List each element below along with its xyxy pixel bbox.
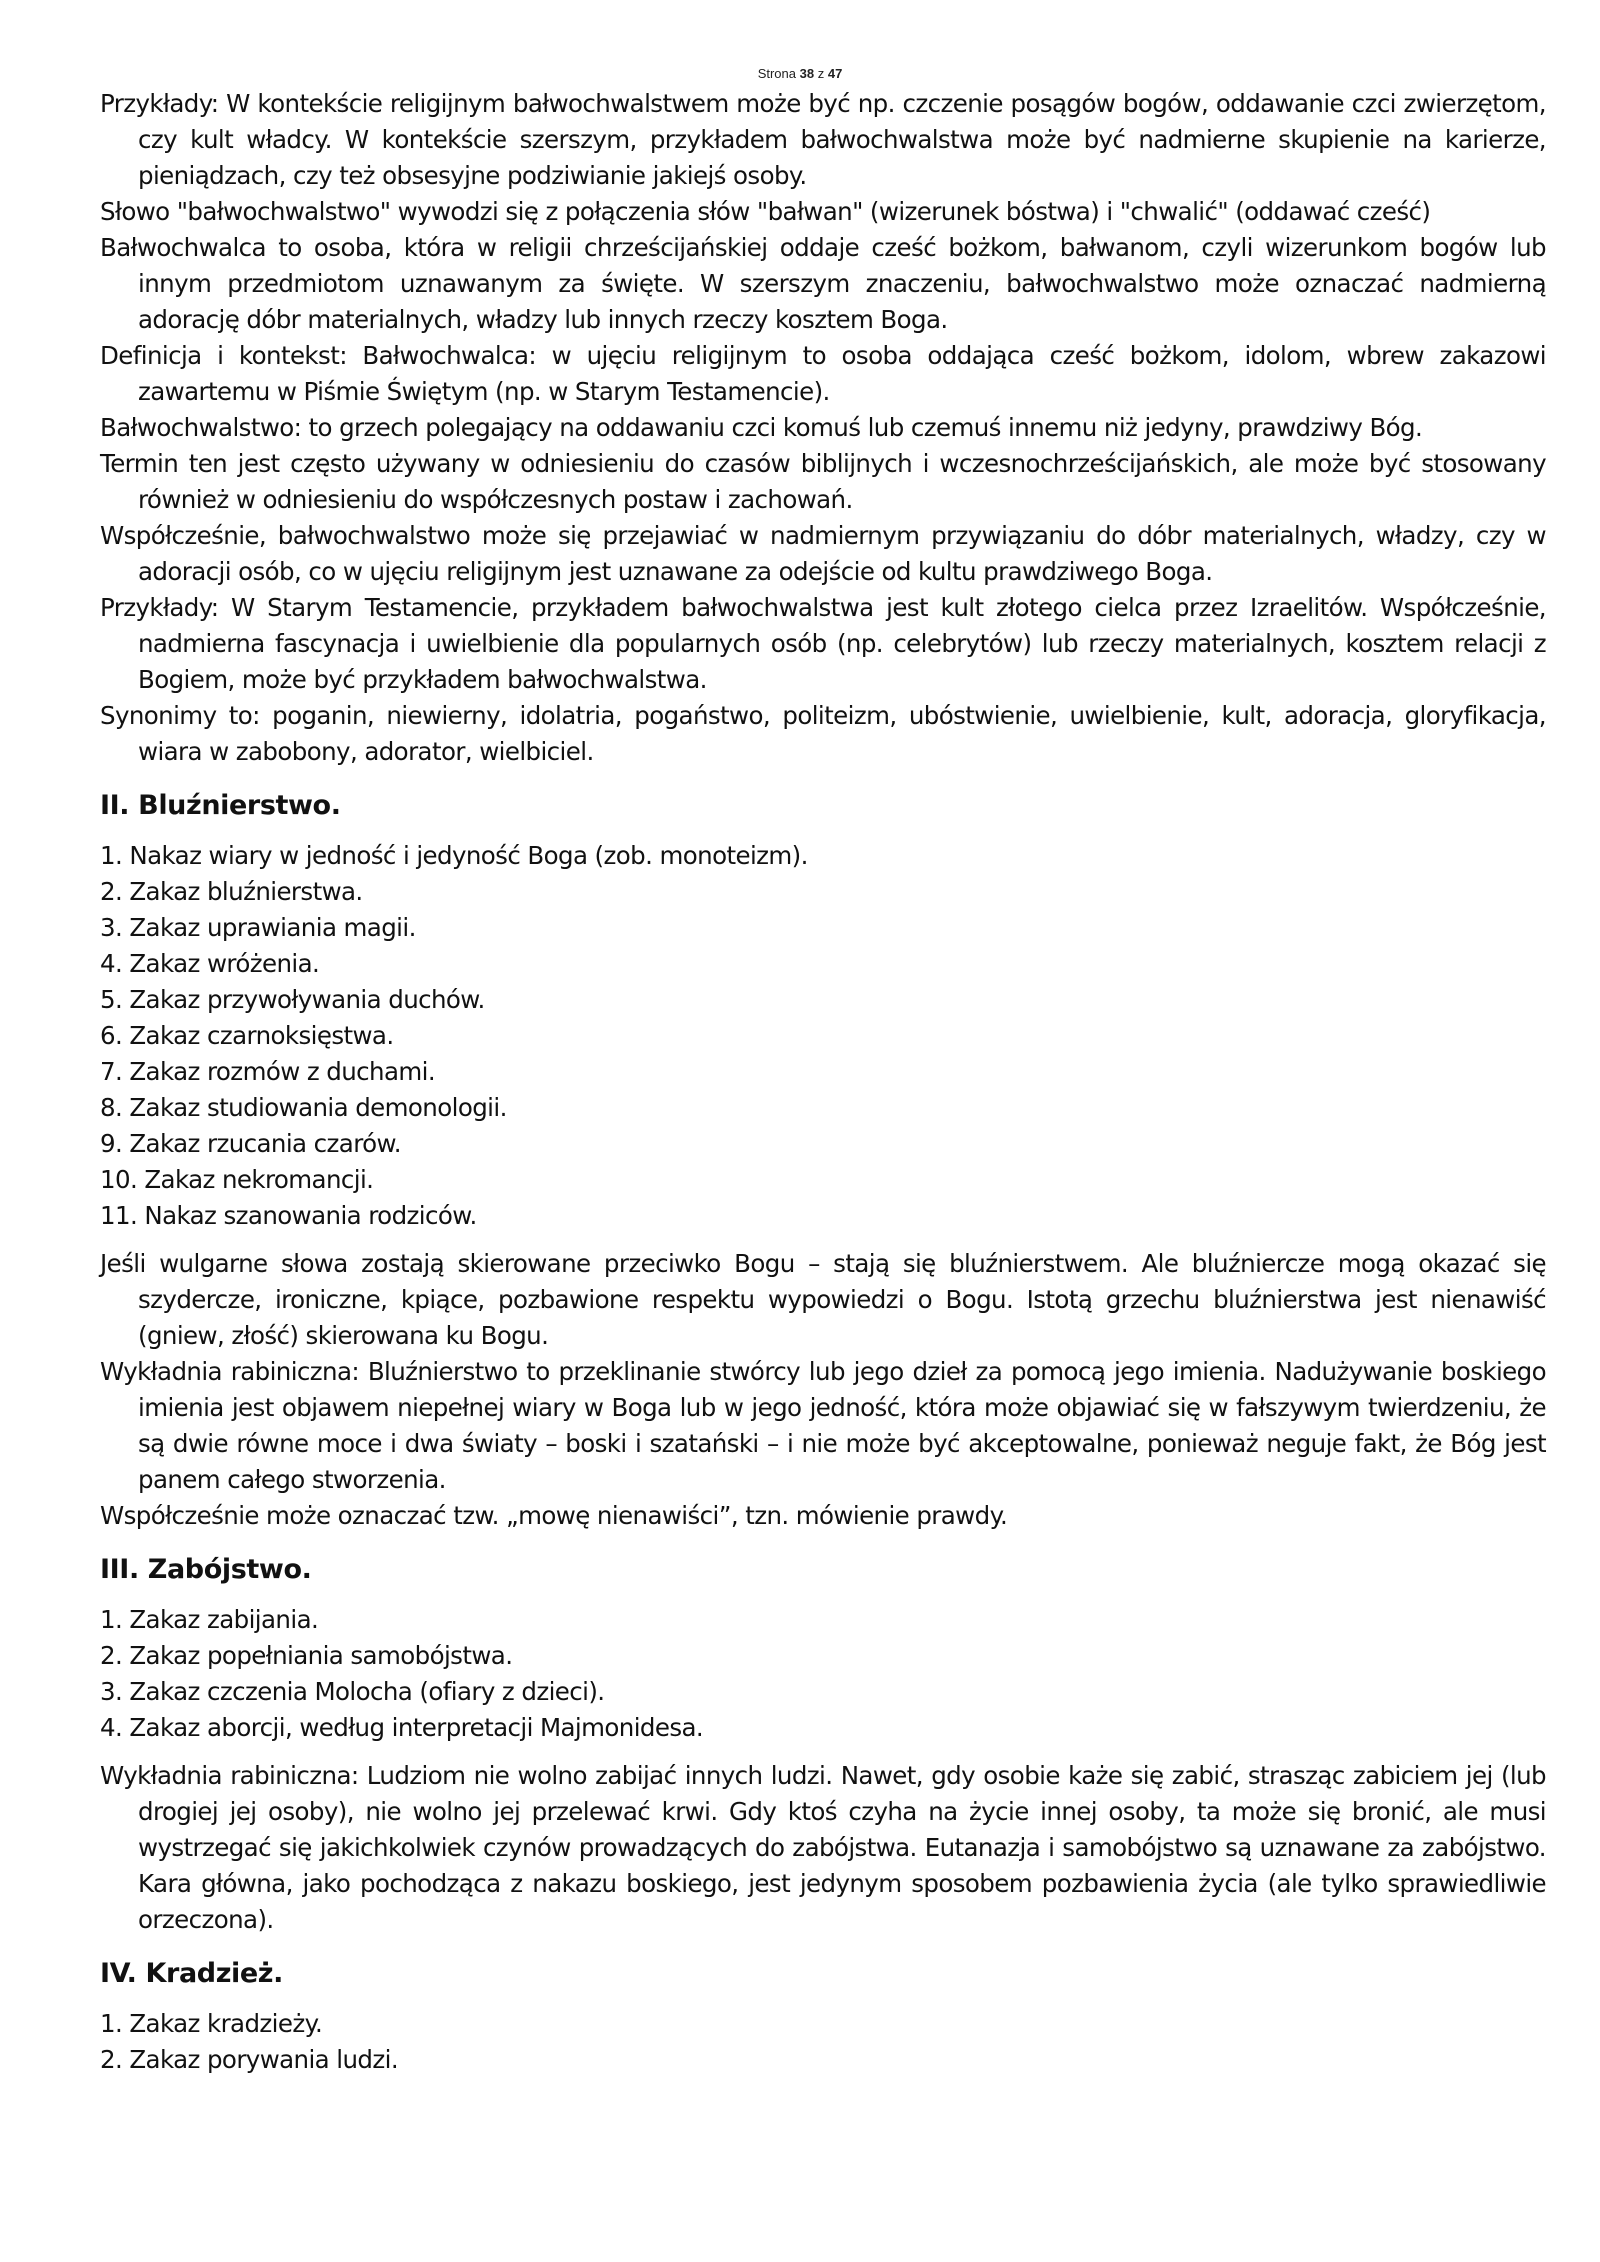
- section-idolatry-continued: [100, 86, 1546, 770]
- paragraph: Jeśli wulgarne słowa zostają skierowane przeciwko Bogu – stają się bluźnierstwem. Ale bluźniercze mogą okazać się szydercze, ironiczne, kpiące, pozbawione respektu wypowiedzi o Bogu. Istotą grzechu bluźnierstwa jest nienawiść (gniew, złość) skierowana ku Bogu.: [100, 1249, 1546, 1350]
- list-item: 3. Zakaz czczenia Molocha (ofiary z dzieci).: [100, 1677, 605, 1706]
- document-body: [100, 86, 1546, 2090]
- list-item: 4. Zakaz wróżenia.: [100, 949, 320, 978]
- paragraph: Bałwochwalca to osoba, która w religii chrześcijańskiej oddaje cześć bożkom, bałwanom, czyli wizerunkom bogów lub innym przedmiotom uznawanym za święte. W szerszym znaczeniu, bałwochwalstwo może oznaczać nadmierną adorację dóbr materialnych, władzy lub innych rzeczy kosztem Boga.: [100, 233, 1546, 334]
- paragraph: Przykłady: W kontekście religijnym bałwochwalstwem może być np. czczenie posągów bogów, oddawanie czci zwierzętom, czy kult władcy. W kontekście szerszym, przykładem bałwochwalstwa może być nadmierne skupienie na karierze, pieniądzach, czy też obsesyjne podziwianie jakiejś osoby.: [100, 89, 1546, 190]
- section-blasphemy: [100, 788, 1546, 1534]
- paragraph: Współcześnie może oznaczać tzw. „mowę nienawiści”, tzn. mówienie prawdy.: [100, 1501, 1008, 1530]
- paragraph: Słowo "bałwochwalstwo" wywodzi się z połączenia słów "bałwan" (wizerunek bóstwa) i "chwalić" (oddawać cześć): [100, 197, 1431, 226]
- paragraph: Przykłady: W Starym Testamencie, przykładem bałwochwalstwa jest kult złotego cielca przez Izraelitów. Współcześnie, nadmierna fascynacja i uwielbienie dla popularnych osób (np. celebrytów) lub rzeczy materialnych, kosztem relacji z Bogiem, może być przykładem bałwochwalstwa.: [100, 593, 1546, 694]
- paragraph: Synonimy to: poganin, niewierny, idolatria, pogaństwo, politeizm, ubóstwienie, uwielbienie, kult, adoracja, gloryfikacja, wiara w zabobony, adorator, wielbiciel.: [100, 701, 1546, 766]
- page-number-header: [0, 66, 1600, 81]
- list-item: 8. Zakaz studiowania demonologii.: [100, 1093, 507, 1122]
- list-item: 2. Zakaz popełniania samobójstwa.: [100, 1641, 513, 1670]
- list-item: 5. Zakaz przywoływania duchów.: [100, 985, 485, 1014]
- numbered-list: [100, 838, 1546, 1234]
- section-theft: [100, 1956, 1546, 2078]
- list-item: 10. Zakaz nekromancji.: [100, 1165, 374, 1194]
- page-separator: z: [817, 66, 825, 81]
- section-murder: [100, 1552, 1546, 1938]
- paragraph: Wykładnia rabiniczna: Bluźnierstwo to przeklinanie stwórcy lub jego dzieł za pomocą jego imienia. Nadużywanie boskiego imienia jest objawem niepełnej wiary w Boga lub w jego jedność, która może objawiać się w fałszywym twierdzeniu, że są dwie równe moce i dwa światy – boski i szatański – i nie może być akceptowalne, ponieważ neguje fakt, że Bóg jest panem całego stworzenia.: [100, 1357, 1546, 1494]
- paragraph: Współcześnie, bałwochwalstwo może się przejawiać w nadmiernym przywiązaniu do dóbr materialnych, władzy, czy w adoracji osób, co w ujęciu religijnym jest uznawane za odejście od kultu prawdziwego Boga.: [100, 521, 1546, 586]
- list-item: 2. Zakaz bluźnierstwa.: [100, 877, 363, 906]
- paragraph: Definicja i kontekst: Bałwochwalca: w ujęciu religijnym to osoba oddająca cześć bożkom, idolom, wbrew zakazowi zawartemu w Piśmie Świętym (np. w Starym Testamencie).: [100, 341, 1546, 406]
- paragraph: Bałwochwalstwo: to grzech polegający na oddawaniu czci komuś lub czemuś innemu niż jedyny, prawdziwy Bóg.: [100, 413, 1423, 442]
- list-item: 2. Zakaz porywania ludzi.: [100, 2045, 399, 2074]
- section-heading: II. Bluźnierstwo.: [100, 790, 341, 821]
- list-item: 3. Zakaz uprawiania magii.: [100, 913, 416, 942]
- section-heading: III. Zabójstwo.: [100, 1554, 312, 1585]
- numbered-list: [100, 1602, 1546, 1746]
- page-label: Strona: [757, 66, 796, 81]
- list-item: 11. Nakaz szanowania rodziców.: [100, 1201, 477, 1230]
- paragraph: Termin ten jest często używany w odniesieniu do czasów biblijnych i wczesnochrześcijańskich, ale może być stosowany również w odniesieniu do współczesnych postaw i zachowań.: [100, 449, 1546, 514]
- page-total: 47: [827, 66, 843, 81]
- list-item: 6. Zakaz czarnoksięstwa.: [100, 1021, 394, 1050]
- list-item: 4. Zakaz aborcji, według interpretacji Majmonidesa.: [100, 1713, 704, 1742]
- list-item: 1. Zakaz kradzieży.: [100, 2009, 323, 2038]
- list-item: 1. Zakaz zabijania.: [100, 1605, 319, 1634]
- list-item: 9. Zakaz rzucania czarów.: [100, 1129, 401, 1158]
- page-current: 38: [799, 66, 815, 81]
- numbered-list: [100, 2006, 1546, 2078]
- list-item: 7. Zakaz rozmów z duchami.: [100, 1057, 436, 1086]
- list-item: 1. Nakaz wiary w jedność i jedyność Boga (zob. monoteizm).: [100, 841, 808, 870]
- section-heading: IV. Kradzież.: [100, 1958, 283, 1989]
- paragraph: Wykładnia rabiniczna: Ludziom nie wolno zabijać innych ludzi. Nawet, gdy osobie każe się zabić, strasząc zabiciem jej (lub drogiej jej osoby), nie wolno jej przelewać krwi. Gdy ktoś czyha na życie innej osoby, ta może się bronić, ale musi wystrzegać się jakichkolwiek czynów prowadzących do zabójstwa. Eutanazja i samobójstwo są uznawane za zabójstwo. Kara główna, jako pochodząca z nakazu boskiego, jest jedynym sposobem pozbawienia życia (ale tylko sprawiedliwie orzeczona).: [100, 1761, 1546, 1934]
